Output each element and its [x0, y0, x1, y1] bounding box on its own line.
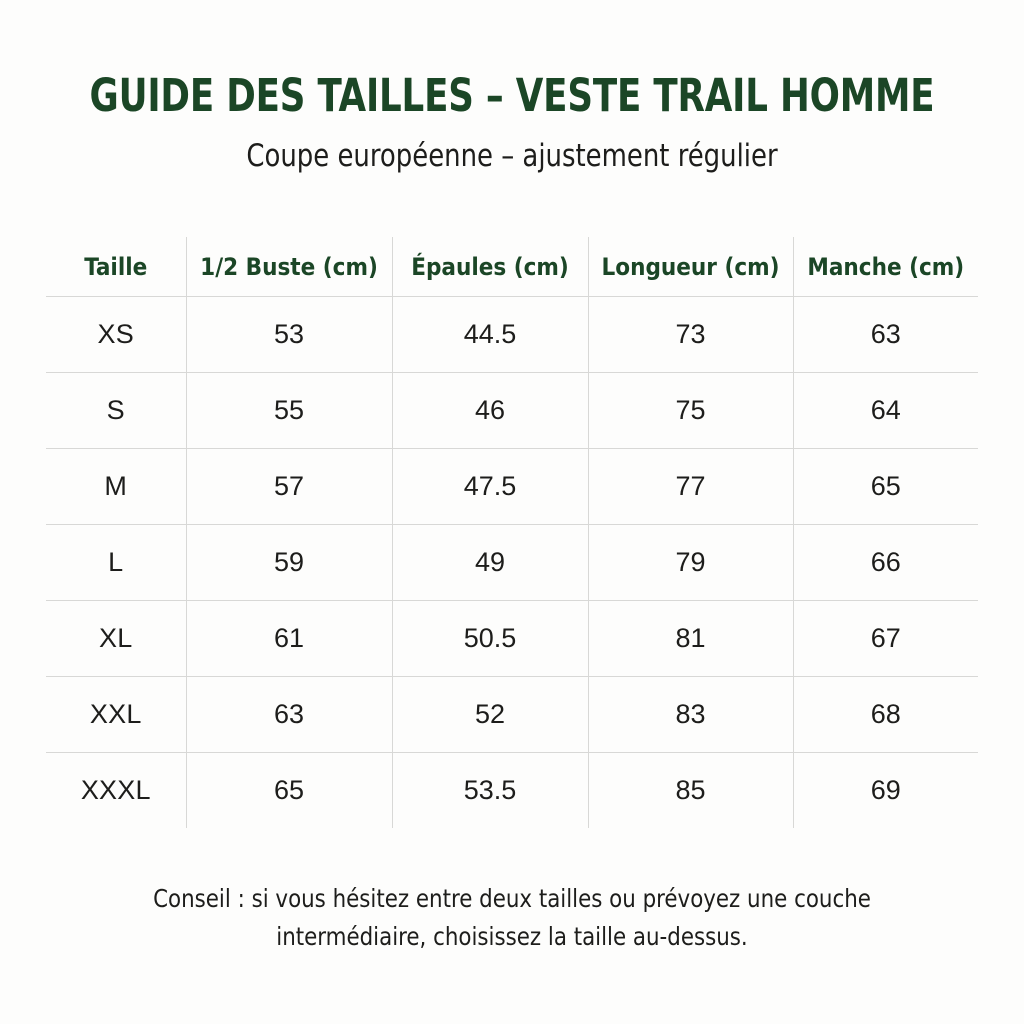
cell-longueur: 81: [588, 601, 793, 677]
cell-buste: 53: [186, 297, 392, 373]
table-row: [46, 753, 978, 829]
cell-longueur: 75: [588, 373, 793, 449]
table-row: [46, 601, 978, 677]
cell-buste: 57: [186, 449, 392, 525]
cell-size: S: [46, 373, 186, 449]
cell-size: XXXL: [46, 753, 186, 829]
column-header-taille: Taille: [46, 237, 186, 297]
cell-buste: 63: [186, 677, 392, 753]
cell-longueur: 83: [588, 677, 793, 753]
cell-buste: 65: [186, 753, 392, 829]
cell-size: XXL: [46, 677, 186, 753]
table-row: [46, 677, 978, 753]
cell-size: M: [46, 449, 186, 525]
table-row: [46, 373, 978, 449]
cell-manche: 66: [793, 525, 978, 601]
cell-longueur: 77: [588, 449, 793, 525]
cell-manche: 67: [793, 601, 978, 677]
cell-size: XL: [46, 601, 186, 677]
cell-manche: 64: [793, 373, 978, 449]
cell-manche: 63: [793, 297, 978, 373]
table-header-row: [46, 237, 978, 297]
table-row: [46, 525, 978, 601]
cell-epaules: 52: [392, 677, 588, 753]
page-header: [0, 70, 1024, 176]
cell-epaules: 50.5: [392, 601, 588, 677]
cell-manche: 68: [793, 677, 978, 753]
cell-epaules: 44.5: [392, 297, 588, 373]
cell-buste: 59: [186, 525, 392, 601]
page-subtitle: Coupe européenne – ajustement régulier: [246, 138, 778, 174]
cell-manche: 69: [870, 775, 901, 805]
cell-longueur: 79: [588, 525, 793, 601]
size-table-container: [46, 237, 978, 841]
table-row: [46, 297, 978, 373]
page-title: GUIDE DES TAILLES – VESTE TRAIL HOMME: [89, 69, 935, 122]
cell-epaules: 47.5: [392, 449, 588, 525]
advice-note-line-1: Conseil : si vous hésitez entre deux tailles ou prévoyez une couche: [153, 884, 871, 913]
cell-buste: 61: [186, 601, 392, 677]
cell-size: XS: [46, 297, 186, 373]
advice-note: [0, 880, 1024, 956]
cell-longueur: 85: [588, 753, 793, 829]
advice-note-line-2: intermédiaire, choisissez la taille au-dessus.: [276, 922, 748, 951]
cell-epaules: 53.5: [392, 753, 588, 829]
column-header-manche: Manche (cm): [793, 237, 978, 297]
cell-longueur: 73: [588, 297, 793, 373]
cell-size: L: [46, 525, 186, 601]
table-row: [46, 449, 978, 525]
cell-epaules: 46: [392, 373, 588, 449]
size-table: [46, 237, 978, 828]
column-header-longueur: Longueur (cm): [588, 237, 793, 297]
cell-buste: 55: [186, 373, 392, 449]
cell-manche: 65: [793, 449, 978, 525]
column-header-epaules: Épaules (cm): [392, 237, 588, 297]
cell-epaules: 49: [392, 525, 588, 601]
column-header-buste: 1/2 Buste (cm): [186, 237, 392, 297]
